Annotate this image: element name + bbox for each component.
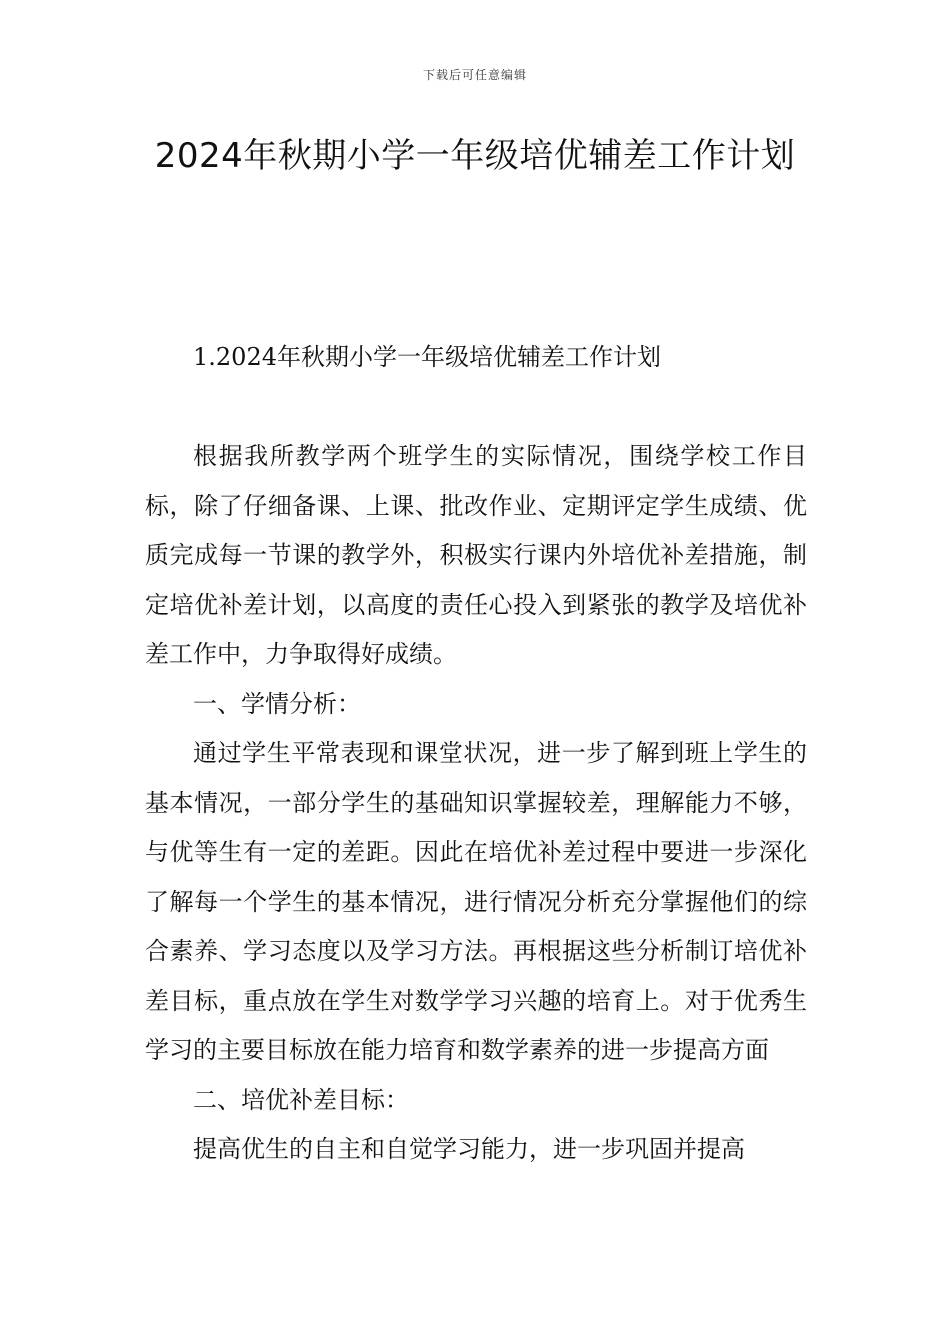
paragraph-learning-analysis: 通过学生平常表现和课堂状况，进一步了解到班上学生的基本情况，一部分学生的基础知识掌握较差，理解能力不够，与优等生有一定的差距。因此在培优补差过程中要进一步深化了解每一个学生的基本情况，进行情况分析充分掌握他们的综合素养、学习态度以及学习方法。再根据这些分析制订培优补差目标，重点放在学生对数学学习兴趣的培育上。对于优秀生学习的主要目标放在能力培育和数学素养的进一步提高方面 bbox=[145, 739, 807, 1064]
section-subtitle: 1.2024年秋期小学一年级培优辅差工作计划 bbox=[193, 343, 661, 371]
document-body bbox=[145, 333, 807, 1175]
paragraph-intro: 根据我所教学两个班学生的实际情况，围绕学校工作目标，除了仔细备课、上课、批改作业、定期评定学生成绩、优质完成每一节课的教学外，积极实行课内外培优补差措施，制定培优补差计划，以高度的责任心投入到紧张的教学及培优补差工作中，力争取得好成绩。 bbox=[145, 442, 807, 668]
document-title: 2024年秋期小学一年级培优辅差工作计划 bbox=[154, 136, 796, 176]
heading-learning-analysis: 一、学情分析： bbox=[193, 689, 361, 718]
paragraph-goals: 提高优生的自主和自觉学习能力，进一步巩固并提高 bbox=[193, 1135, 745, 1163]
header-note: 下载后可任意编辑 bbox=[422, 68, 527, 82]
heading-goals: 二、培优补差目标： bbox=[193, 1085, 409, 1114]
